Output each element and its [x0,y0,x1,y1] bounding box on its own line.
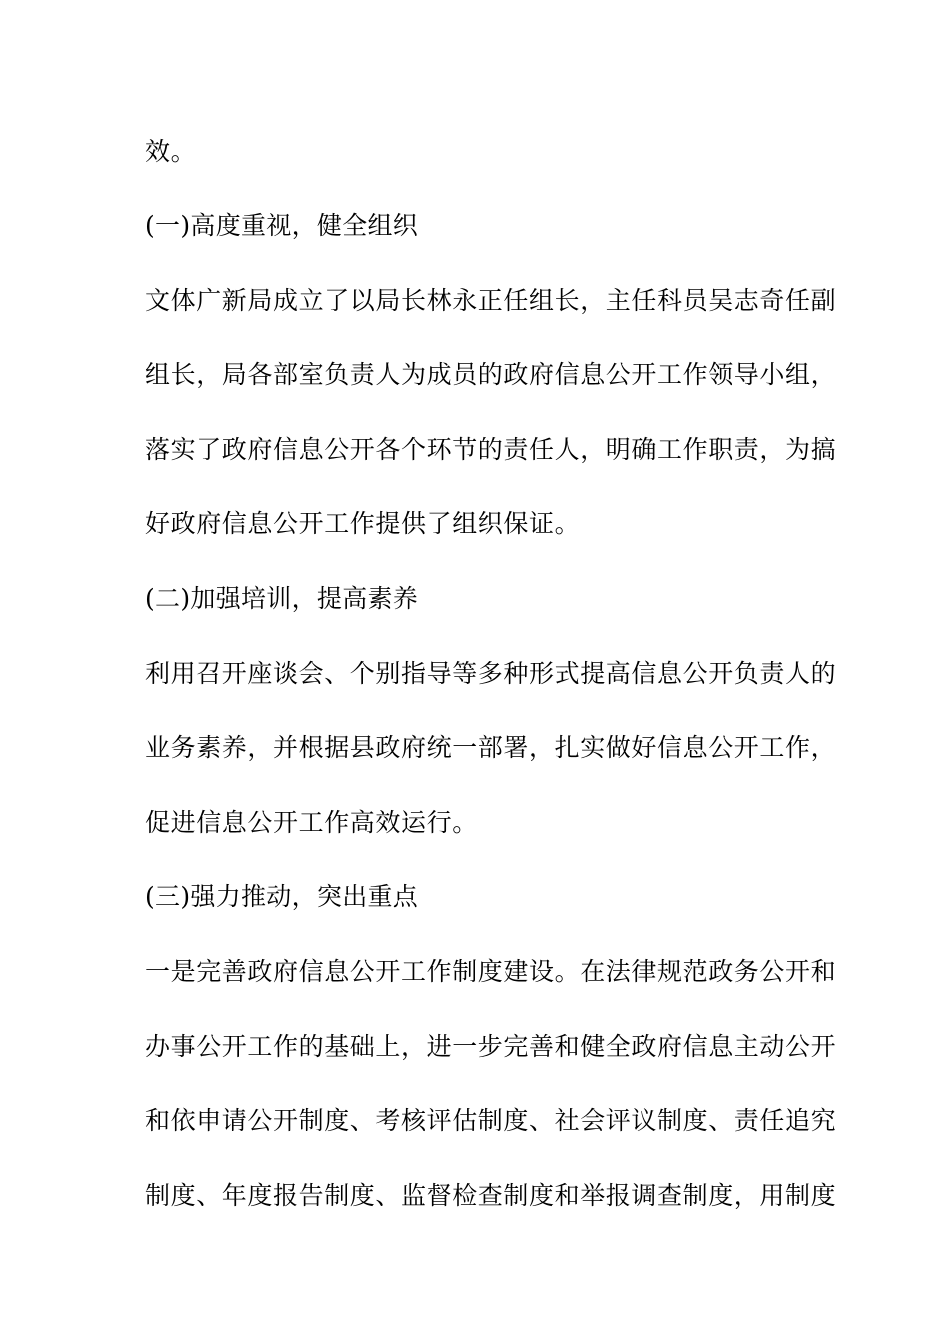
paragraph-line: 业务素养，并根据县政府统一部署，扎实做好信息公开工作， [145,733,837,762]
paragraph-line: 利用召开座谈会、个别指导等多种形式提高信息公开负责人的 [145,659,837,688]
paragraph-line: 落实了政府信息公开各个环节的责任人，明确工作职责，为搞 [145,435,837,464]
paragraph-line: 和依申请公开制度、考核评估制度、社会评议制度、责任追究 [145,1106,837,1135]
paragraph-line: 效。 [145,137,197,166]
paragraph-line: 制度、年度报告制度、监督检查制度和举报调查制度，用制度 [145,1181,837,1210]
paragraph-line: 促进信息公开工作高效运行。 [145,808,478,837]
section-heading-3: (三)强力推动，突出重点 [145,882,419,911]
paragraph-line: 好政府信息公开工作提供了组织保证。 [145,509,581,538]
section-heading-2: (二)加强培训，提高素养 [145,584,419,613]
paragraph-line: 文体广新局成立了以局长林永正任组长，主任科员吴志奇任副 [145,286,837,315]
paragraph-line: 办事公开工作的基础上，进一步完善和健全政府信息主动公开 [145,1032,837,1061]
section-heading-1: (一)高度重视，健全组织 [145,211,419,240]
paragraph-line: 一是完善政府信息公开工作制度建设。在法律规范政务公开和 [145,957,837,986]
paragraph-line: 组长，局各部室负责人为成员的政府信息公开工作领导小组， [145,360,837,389]
